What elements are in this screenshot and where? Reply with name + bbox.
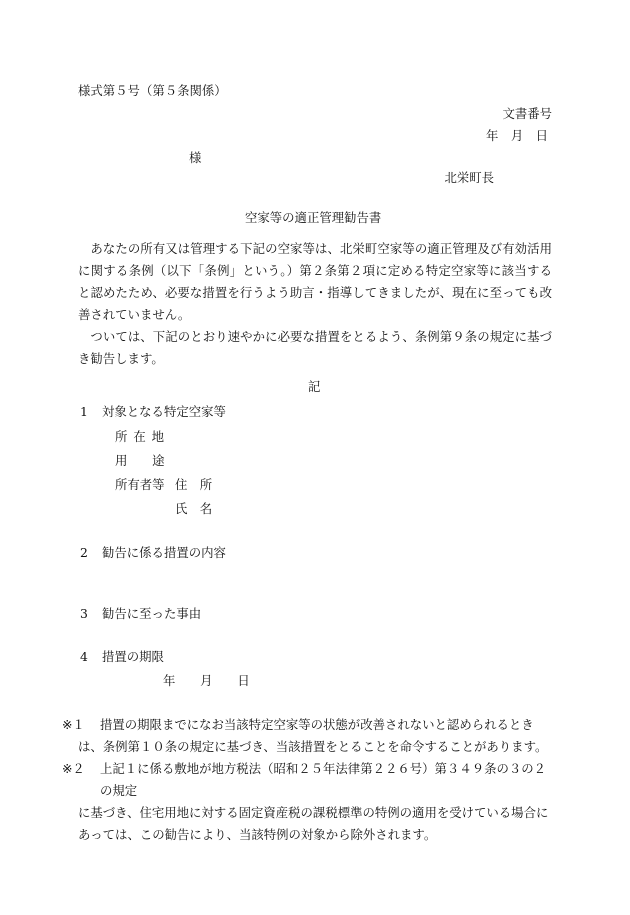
body-paragraph-1: あなたの所有又は管理する下記の空家等は、北栄町空家等の適正管理及び有効活用に関する条例（以下「条例」という。）第２条第２項に定める特定空家等に該当すると認めたため、必要な措置を行うよう助言・指導してきましたが、現在に至っても改善されていません。 <box>78 241 552 322</box>
section-2-heading: 勧告に係る措置の内容 <box>102 545 226 560</box>
note-2-mark: ※２ <box>62 761 85 776</box>
note-2-continuation: に基づき、住宅用地に対する固定資産税の課税標準の特例の適用を受けている場合にあっては、この勧告により、当該特例の対象から除外されます。 <box>78 805 549 842</box>
note-2-first-line: 上記１に係る敷地が地方税法（昭和２５年法律第２２６号）第３４９条の３の２の規定 <box>100 761 547 798</box>
field-usage-label: 用 途 <box>115 453 165 468</box>
date-line: 年 月 日 <box>486 128 548 143</box>
note-2 <box>62 758 552 802</box>
note-1 <box>62 714 552 736</box>
field-name-label: 氏 名 <box>175 501 213 516</box>
form-number: 様式第５号（第５条関係） <box>78 83 227 98</box>
section-1-heading: 対象となる特定空家等 <box>102 404 226 419</box>
section-4-number: 4 <box>80 649 88 664</box>
body-paragraph-2: ついては、下記のとおり速やかに必要な措置をとるよう、条例第９条の規定に基づき勧告します。 <box>78 329 552 366</box>
ki-marker: 記 <box>308 379 321 394</box>
section-1-number: 1 <box>80 404 88 419</box>
section-3-number: 3 <box>80 606 88 621</box>
sender-name: 北栄町長 <box>444 170 494 185</box>
note-1-continuation: は、条例第１０条の規定に基づき、当該措置をとることを命令することがあります。 <box>78 739 548 754</box>
note-1-first-line: 措置の期限までになお当該特定空家等の状態が改善されないと認められるとき <box>100 717 534 732</box>
section-3-heading: 勧告に至った事由 <box>102 606 202 621</box>
body-text <box>78 238 552 370</box>
notes <box>62 714 552 846</box>
addressee-suffix: 様 <box>189 150 202 165</box>
section-4-heading: 措置の期限 <box>102 649 164 664</box>
document-title: 空家等の適正管理勧告書 <box>245 210 382 225</box>
field-address-label: 住 所 <box>175 477 213 492</box>
field-owner-label: 所有者等 <box>115 477 165 492</box>
deadline-date: 年 月 日 <box>163 673 250 688</box>
note-1-mark: ※１ <box>62 717 85 732</box>
document-number-label: 文書番号 <box>502 106 552 121</box>
field-location-label: 所 在 地 <box>115 429 165 444</box>
section-2-number: 2 <box>80 545 88 560</box>
